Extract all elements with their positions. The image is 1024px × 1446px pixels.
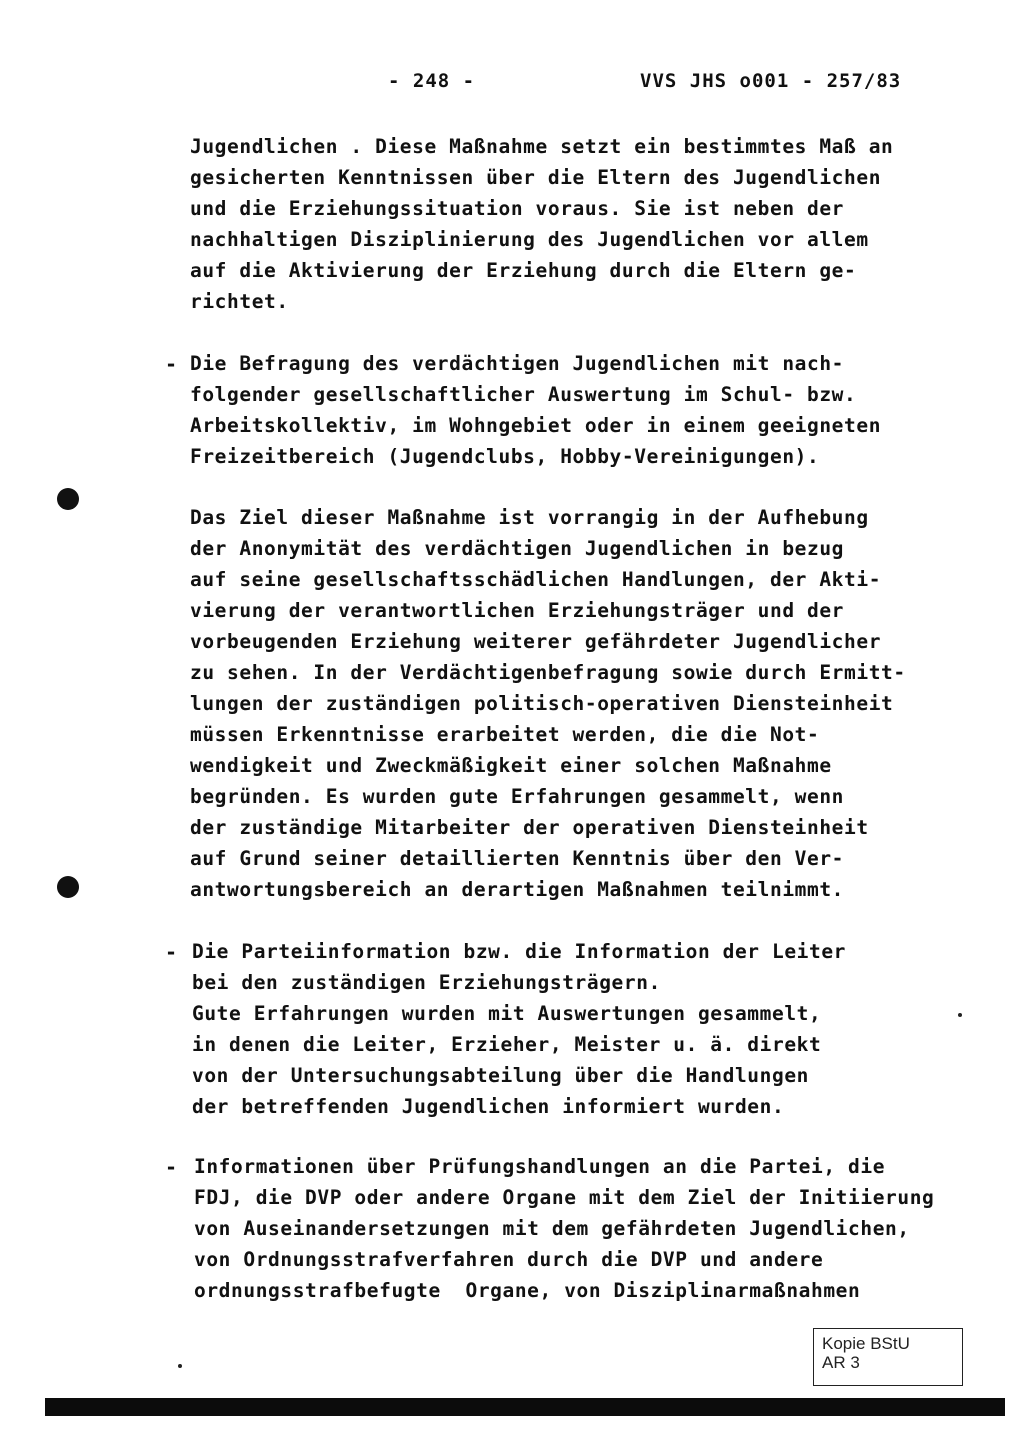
text-line: der zuständige Mitarbeiter der operativen Diensteinheit	[190, 816, 869, 839]
text-line: FDJ, die DVP oder andere Organe mit dem Ziel der Initiierung	[194, 1186, 935, 1209]
scan-edge-bar	[45, 1398, 1005, 1416]
text-line: von Ordnungsstrafverfahren durch die DVP und andere	[194, 1248, 824, 1271]
bullet-dash: -	[165, 352, 178, 376]
text-line: auf die Aktivierung der Erziehung durch die Eltern ge-	[190, 259, 857, 282]
stamp-line: AR 3	[822, 1353, 860, 1372]
page-number: - 248 -	[388, 70, 476, 92]
text-line: auf seine gesellschaftsschädlichen Handlungen, der Akti-	[190, 568, 882, 591]
text-line: antwortungsbereich an derartigen Maßnahmen teilnimmt.	[190, 878, 845, 901]
stamp-line: Kopie BStU	[822, 1334, 910, 1353]
text-line: Jugendlichen . Diese Maßnahme setzt ein bestimmtes Maß an	[190, 135, 894, 158]
text-line: ordnungsstrafbefugte Organe, von Disziplinarmaßnahmen	[194, 1279, 861, 1302]
text-line: auf Grund seiner detaillierten Kenntnis über den Ver-	[190, 847, 845, 870]
text-line: gesicherten Kenntnissen über die Eltern des Jugendlichen	[190, 166, 882, 189]
text-line: der Anonymität des verdächtigen Jugendlichen in bezug	[190, 537, 845, 560]
text-line: Gute Erfahrungen wurden mit Auswertungen gesammelt,	[192, 1002, 822, 1025]
text-line: bei den zuständigen Erziehungsträgern.	[192, 971, 661, 994]
text-line: müssen Erkenntnisse erarbeitet werden, die die Not-	[190, 723, 820, 746]
text-line: lungen der zuständigen politisch-operativen Diensteinheit	[190, 692, 894, 715]
document-reference: VVS JHS o001 - 257/83	[640, 70, 902, 92]
text-line: Die Befragung des verdächtigen Jugendlichen mit nach-	[190, 352, 845, 375]
scan-speck	[178, 1364, 182, 1368]
text-line: der betreffenden Jugendlichen informiert wurden.	[192, 1095, 785, 1118]
text-line: Das Ziel dieser Maßnahme ist vorrangig in der Aufhebung	[190, 506, 869, 529]
text-line: wendigkeit und Zweckmäßigkeit einer solchen Maßnahme	[190, 754, 832, 777]
bullet-dash: -	[165, 1155, 178, 1179]
bullet-dash: -	[165, 940, 178, 964]
text-line: zu sehen. In der Verdächtigenbefragung sowie durch Ermitt-	[190, 661, 906, 684]
text-line: Arbeitskollektiv, im Wohngebiet oder in einem geeigneten	[190, 414, 882, 437]
text-line: Die Parteiinformation bzw. die Information der Leiter	[192, 940, 847, 963]
text-line: begründen. Es wurden gute Erfahrungen gesammelt, wenn	[190, 785, 845, 808]
text-line: richtet.	[190, 290, 289, 313]
text-line: von Auseinandersetzungen mit dem gefährdeten Jugendlichen,	[194, 1217, 910, 1240]
text-line: in denen die Leiter, Erzieher, Meister u. ä. direkt	[192, 1033, 822, 1056]
scan-speck	[958, 1013, 962, 1017]
punch-hole-mark	[57, 488, 79, 510]
text-line: nachhaltigen Disziplinierung des Jugendlichen vor allem	[190, 228, 869, 251]
punch-hole-mark	[57, 876, 79, 898]
text-line: Informationen über Prüfungshandlungen an die Partei, die	[194, 1155, 886, 1178]
text-line: von der Untersuchungsabteilung über die Handlungen	[192, 1064, 809, 1087]
text-line: vorbeugenden Erziehung weiterer gefährdeter Jugendlicher	[190, 630, 882, 653]
text-line: und die Erziehungssituation voraus. Sie ist neben der	[190, 197, 845, 220]
text-line: folgender gesellschaftlicher Auswertung im Schul- bzw.	[190, 383, 857, 406]
text-line: vierung der verantwortlichen Erziehungsträger und der	[190, 599, 845, 622]
text-line: Freizeitbereich (Jugendclubs, Hobby-Vereinigungen).	[190, 445, 820, 468]
archive-stamp	[813, 1328, 963, 1386]
